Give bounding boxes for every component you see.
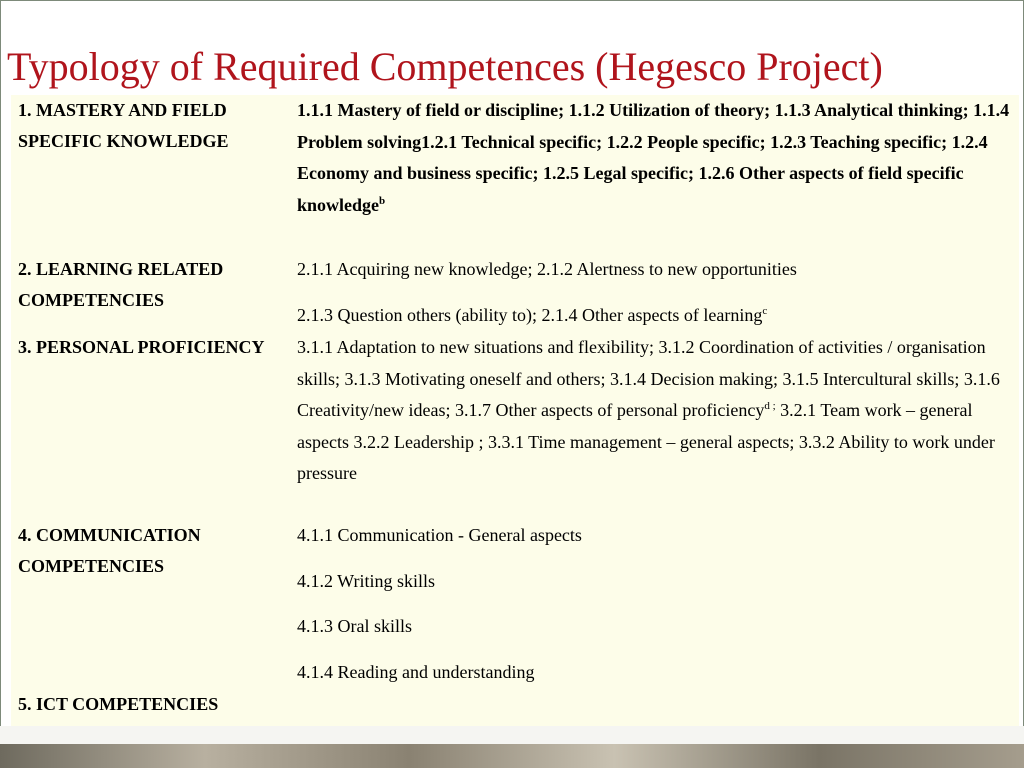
row-label: 5. ICT COMPETENCIES <box>18 694 219 714</box>
row-text: 2.1.3 Question others (ability to); 2.1.4 Other aspects of learning <box>297 304 763 325</box>
list-item: 4.1.3 Oral skills <box>297 616 412 636</box>
footnote-marker: b <box>379 194 386 207</box>
row-label: 2. LEARNING RELATED COMPETENCIES <box>18 259 224 310</box>
slide-title: Typology of Required Competences (Hegesco Project) <box>7 44 883 89</box>
row-label: 4. COMMUNICATION COMPETENCIES <box>18 525 201 576</box>
competences-table <box>11 95 1019 727</box>
list-item: 4.1.2 Writing skills <box>297 570 435 591</box>
row-text: 3.2.1 Team work – general aspects 3.2.2 Leadership ; 3.3.1 Time management – general aspects; 3.3.2 Ability to work under pressure <box>297 400 995 483</box>
row-content <box>297 332 1019 490</box>
row-label: 3. PERSONAL PROFICIENCY <box>18 337 265 357</box>
row-line: 2.1.1 Acquiring new knowledge; 2.1.2 Alertness to new opportunities <box>297 259 797 279</box>
list-item: 4.1.4 Reading and understanding <box>297 661 535 682</box>
row-text: 3.1.1 Adaptation to new situations and flexibility; 3.1.2 Coordination of activities / organisation skills; 3.1.3 Motivating oneself and others; 3.1.4 Decision making; 3.1.5 Intercultural skills; 3.1.6 Creativity/new ideas; 3.1.7 Other aspects of personal proficiency <box>297 337 1000 420</box>
row-text: 1.1.1 Mastery of field or discipline; 1.1.2 Utilization of theory; 1.1.3 Analytical thinking; 1.1.4 Problem solving1.2.1 Technical specific; 1.2.2 People specific; 1.2.3 Teaching specific; 1.2.4 Economy and business specific; 1.2.5 Legal specific; 1.2.6 Other aspects of field specific knowledge <box>297 100 1010 215</box>
row-content <box>297 95 1019 221</box>
row-content <box>297 254 1019 331</box>
row-line <box>297 300 1019 332</box>
list-item: 4.1.1 Communication - General aspects <box>297 525 582 545</box>
decorative-footer-band <box>0 726 1024 768</box>
row-label: 1. MASTERY AND FIELD SPECIFIC KNOWLEDGE <box>18 100 229 151</box>
footnote-marker: d ; <box>764 400 776 412</box>
footnote-marker: c <box>762 304 768 317</box>
row-content <box>297 520 1019 688</box>
